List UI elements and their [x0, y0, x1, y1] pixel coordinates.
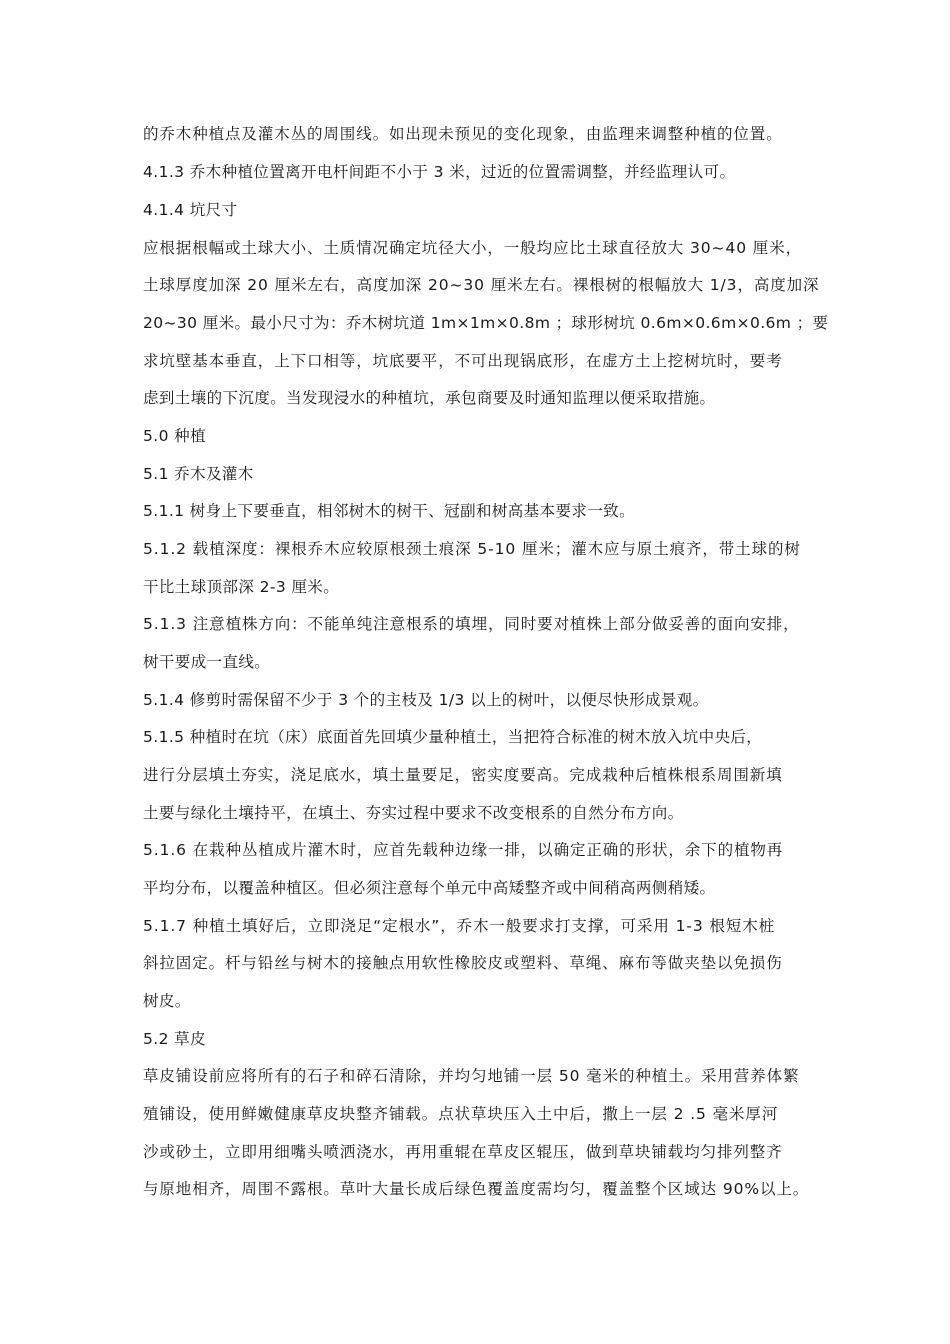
text-line: 干比土球顶部深 2-3 厘米。	[143, 578, 340, 596]
text-line: 与原地相齐，周围不露根。草叶大量长成后绿色覆盖度需均匀，覆盖整个区域达 90%以上。	[143, 1180, 810, 1198]
text-line: 5.1.6 在栽种丛植成片灌木时，应首先载种边缘一排，以确定正确的形状，余下的植物再	[143, 841, 784, 859]
text-line: 树干要成一直线。	[143, 653, 271, 671]
text-line: 求坑壁基本垂直，上下口相等，坑底要平，不可出现锅底形，在虚方土上挖树坑时，要考	[143, 352, 783, 370]
text-line: 树皮。	[143, 992, 191, 1010]
text-line: 5.1.7 种植土填好后，立即浇足“定根水”，乔木一般要求打支撑，可采用 1-3 根短木桩	[143, 917, 776, 935]
text-line: 斜拉固定。杆与铅丝与树木的接触点用软性橡胶皮或塑料、草绳、麻布等做夹垫以免损伤	[143, 954, 783, 972]
section-heading: 5.2 草皮	[143, 1030, 206, 1048]
text-line: 平均分布，以覆盖种植区。但必须注意每个单元中高矮整齐或中间稍高两侧稍矮。	[143, 879, 716, 897]
section-heading: 4.1.4 坑尺寸	[143, 201, 238, 219]
text-line: 4.1.3 乔木种植位置离开电杆间距不小于 3 米，过近的位置需调整，并经监理认可。	[143, 163, 736, 181]
text-line: 的乔木种植点及灌木丛的周围线。如出现未预见的变化现象，由监理来调整种植的位置。	[143, 125, 783, 143]
section-heading: 5.1 乔木及灌木	[143, 465, 254, 483]
text-line: 虑到土壤的下沉度。当发现浸水的种植坑，承包商要及时通知监理以便采取措施。	[143, 389, 716, 407]
text-line: 20~30 厘米。最小尺寸为：乔木树坑道 1m×1m×0.8m ；球形树坑 0.6m×0.6m×0.6m ；要	[143, 314, 829, 332]
text-line: 进行分层填土夯实，浇足底水，填土量要足，密实度要高。完成栽种后植株根系周围新填	[143, 766, 783, 784]
text-line: 草皮铺设前应将所有的石子和碎石清除，并均匀地铺一层 50 毫米的种植土。采用营养体繁	[143, 1067, 800, 1085]
section-heading: 5.0 种植	[143, 427, 206, 445]
text-line: 土要与绿化土壤持平，在填土、夯实过程中要求不改变根系的自然分布方向。	[143, 804, 684, 822]
text-line: 应根据根幅或土球大小、土质情况确定坑径大小，一般均应比土球直径放大 30~40 厘米，	[143, 239, 802, 257]
text-line: 5.1.1 树身上下要垂直，相邻树木的树干、冠副和树高基本要求一致。	[143, 502, 635, 520]
text-line: 5.1.2 载植深度：裸根乔木应较原根颈土痕深 5-10 厘米；灌木应与原土痕齐，带土球的树	[143, 540, 801, 558]
text-line: 5.1.5 种植时在坑（床）底面首先回填少量种植土，当把符合标准的树木放入坑中央后，	[143, 728, 763, 746]
text-line: 5.1.4 修剪时需保留不少于 3 个的主枝及 1/3 以上的树叶，以便尽快形成景观。	[143, 691, 709, 709]
text-line: 土球厚度加深 20 厘米左右，高度加深 20~30 厘米左右。裸根树的根幅放大 1/3，高度加深	[143, 276, 820, 294]
text-line: 5.1.3 注意植株方向：不能单纯注意根系的填埋，同时要对植株上部分做妥善的面向安排，	[143, 615, 800, 633]
text-line: 沙或砂土，立即用细嘴头喷洒浇水，再用重辊在草皮区辊压，做到草块铺载均匀排列整齐	[143, 1143, 783, 1161]
text-line: 殖铺设，使用鲜嫩健康草皮块整齐铺载。点状草块压入土中后，撒上一层 2 .5 毫米厚河	[143, 1105, 779, 1123]
